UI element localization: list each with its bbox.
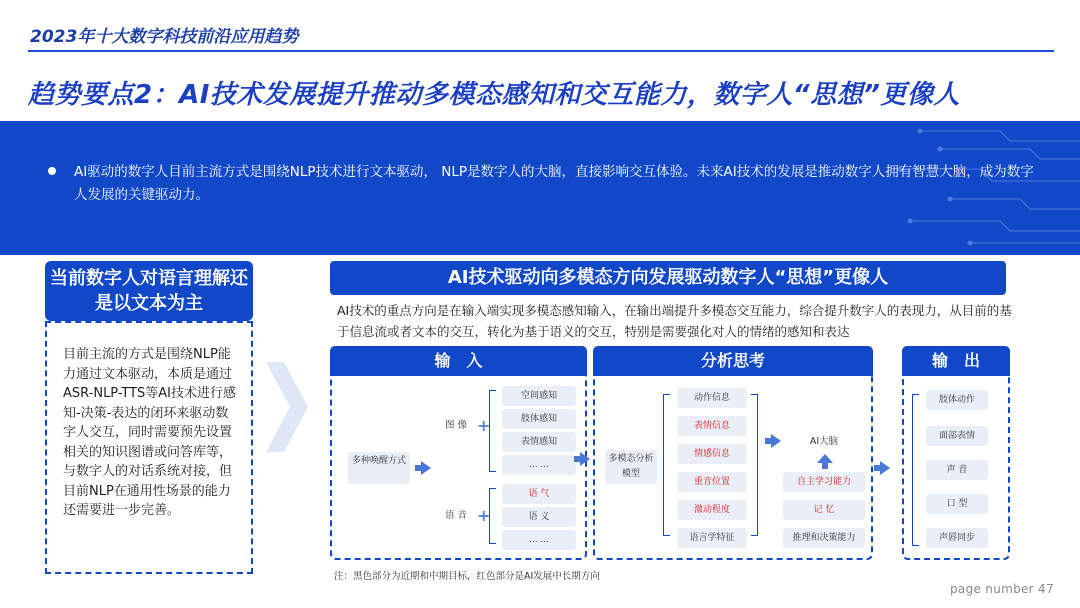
analysis-item: 重音位置 <box>677 472 747 492</box>
image-label: 图 像 <box>444 420 468 431</box>
arrow-up-icon <box>817 454 833 463</box>
ai-brain-label: AI大脑 <box>809 436 839 447</box>
arrow-right-icon <box>580 452 590 466</box>
voice-bracket <box>489 488 496 544</box>
wake-methods-tag: 多种唤醒方式 <box>348 452 410 484</box>
analysis-item: 激动程度 <box>677 500 747 520</box>
analysis-bracket <box>663 394 670 536</box>
image-item: 肢体感知 <box>502 409 576 429</box>
report-title: 2023年十大数字科技前沿应用趋势 <box>30 27 299 47</box>
output-item: 肢体动作 <box>926 390 988 410</box>
analysis-panel-title: 分析思考 <box>593 346 873 376</box>
analysis-panel <box>593 346 873 560</box>
arrow-right-icon <box>421 461 431 475</box>
output-item: 声唇同步 <box>926 528 988 548</box>
output-item: 面部表情 <box>926 426 988 446</box>
ai-item: 记 忆 <box>783 500 865 520</box>
image-item: 表情感知 <box>502 432 576 452</box>
analysis-item: 动作信息 <box>677 388 747 408</box>
input-panel-title: 输 入 <box>330 346 587 376</box>
output-item: 口 型 <box>926 494 988 514</box>
image-item: ... ... <box>502 455 576 475</box>
arrow-right-icon <box>880 461 890 475</box>
right-heading: AI技术驱动向多模态方向发展驱动数字人“思想”更像人 <box>330 261 1006 295</box>
output-bracket <box>912 394 919 546</box>
image-bracket <box>489 390 496 472</box>
banner-text: AI驱动的数字人目前主流方式是围绕NLP技术进行文本驱动， NLP是数字人的大脑，直接影响交互体验。未来AI技术的发展是推动数字人拥有智慧大脑，成为数字人发展的关键驱动力。 <box>74 164 1034 203</box>
bullet-dot <box>48 167 56 175</box>
output-item: 声 音 <box>926 460 988 480</box>
analysis-bracket <box>751 394 758 536</box>
voice-item: 语 义 <box>502 507 576 527</box>
summary-banner <box>0 121 1080 255</box>
analysis-item: 语言学特征 <box>677 528 747 548</box>
chevron-right-icon <box>262 362 312 452</box>
left-heading: 当前数字人对语言理解还是以文本为主 <box>45 261 253 321</box>
right-description: AI技术的重点方向是在输入端实现多模态感知输入，在输出端提升多模态交互能力，综合提升数字人的表现力，从目前的基于信息流或者文本的交互，转化为基于语义的交互，特别是需要强化对人的情绪的感知和表达 <box>337 303 1012 339</box>
arrow-right-icon <box>771 434 781 448</box>
multimodal-model-tag: 多模态分析模型 <box>605 450 657 484</box>
ai-item: 自主学习能力 <box>783 472 865 492</box>
analysis-item: 情感信息 <box>677 444 747 464</box>
header-divider <box>28 50 1054 52</box>
output-panel <box>902 346 1010 560</box>
page-number: page number 47 <box>950 582 1054 596</box>
output-panel-title: 输 出 <box>902 346 1010 376</box>
voice-item: ... ... <box>502 530 576 550</box>
footnote: 注：黑色部分为近期和中期目标，红色部分是AI发展中长期方向 <box>334 571 600 582</box>
ai-item: 推理和决策能力 <box>783 528 865 548</box>
analysis-item: 表情信息 <box>677 416 747 436</box>
image-item: 空间感知 <box>502 386 576 406</box>
input-panel <box>330 346 587 560</box>
left-content-box <box>45 321 253 574</box>
plus-icon: + <box>477 416 491 435</box>
voice-label: 语 音 <box>444 510 468 521</box>
page-title: 趋势要点2：AI技术发展提升推动多模态感知和交互能力，数字人“思想”更像人 <box>28 80 960 110</box>
left-body-text: 目前主流的方式是围绕NLP能力通过文本驱动，本质是通过ASR-NLP-TTS等AI技术进行感知-决策-表达的闭环来驱动数字人交互，同时需要预先设置相关的知识图谱或问答库等，与数字人的对话系统对接，但目前NLP在通用性场景的能力还需要进一步完善。 <box>63 347 236 518</box>
voice-item: 语 气 <box>502 484 576 504</box>
plus-icon: + <box>477 506 491 525</box>
